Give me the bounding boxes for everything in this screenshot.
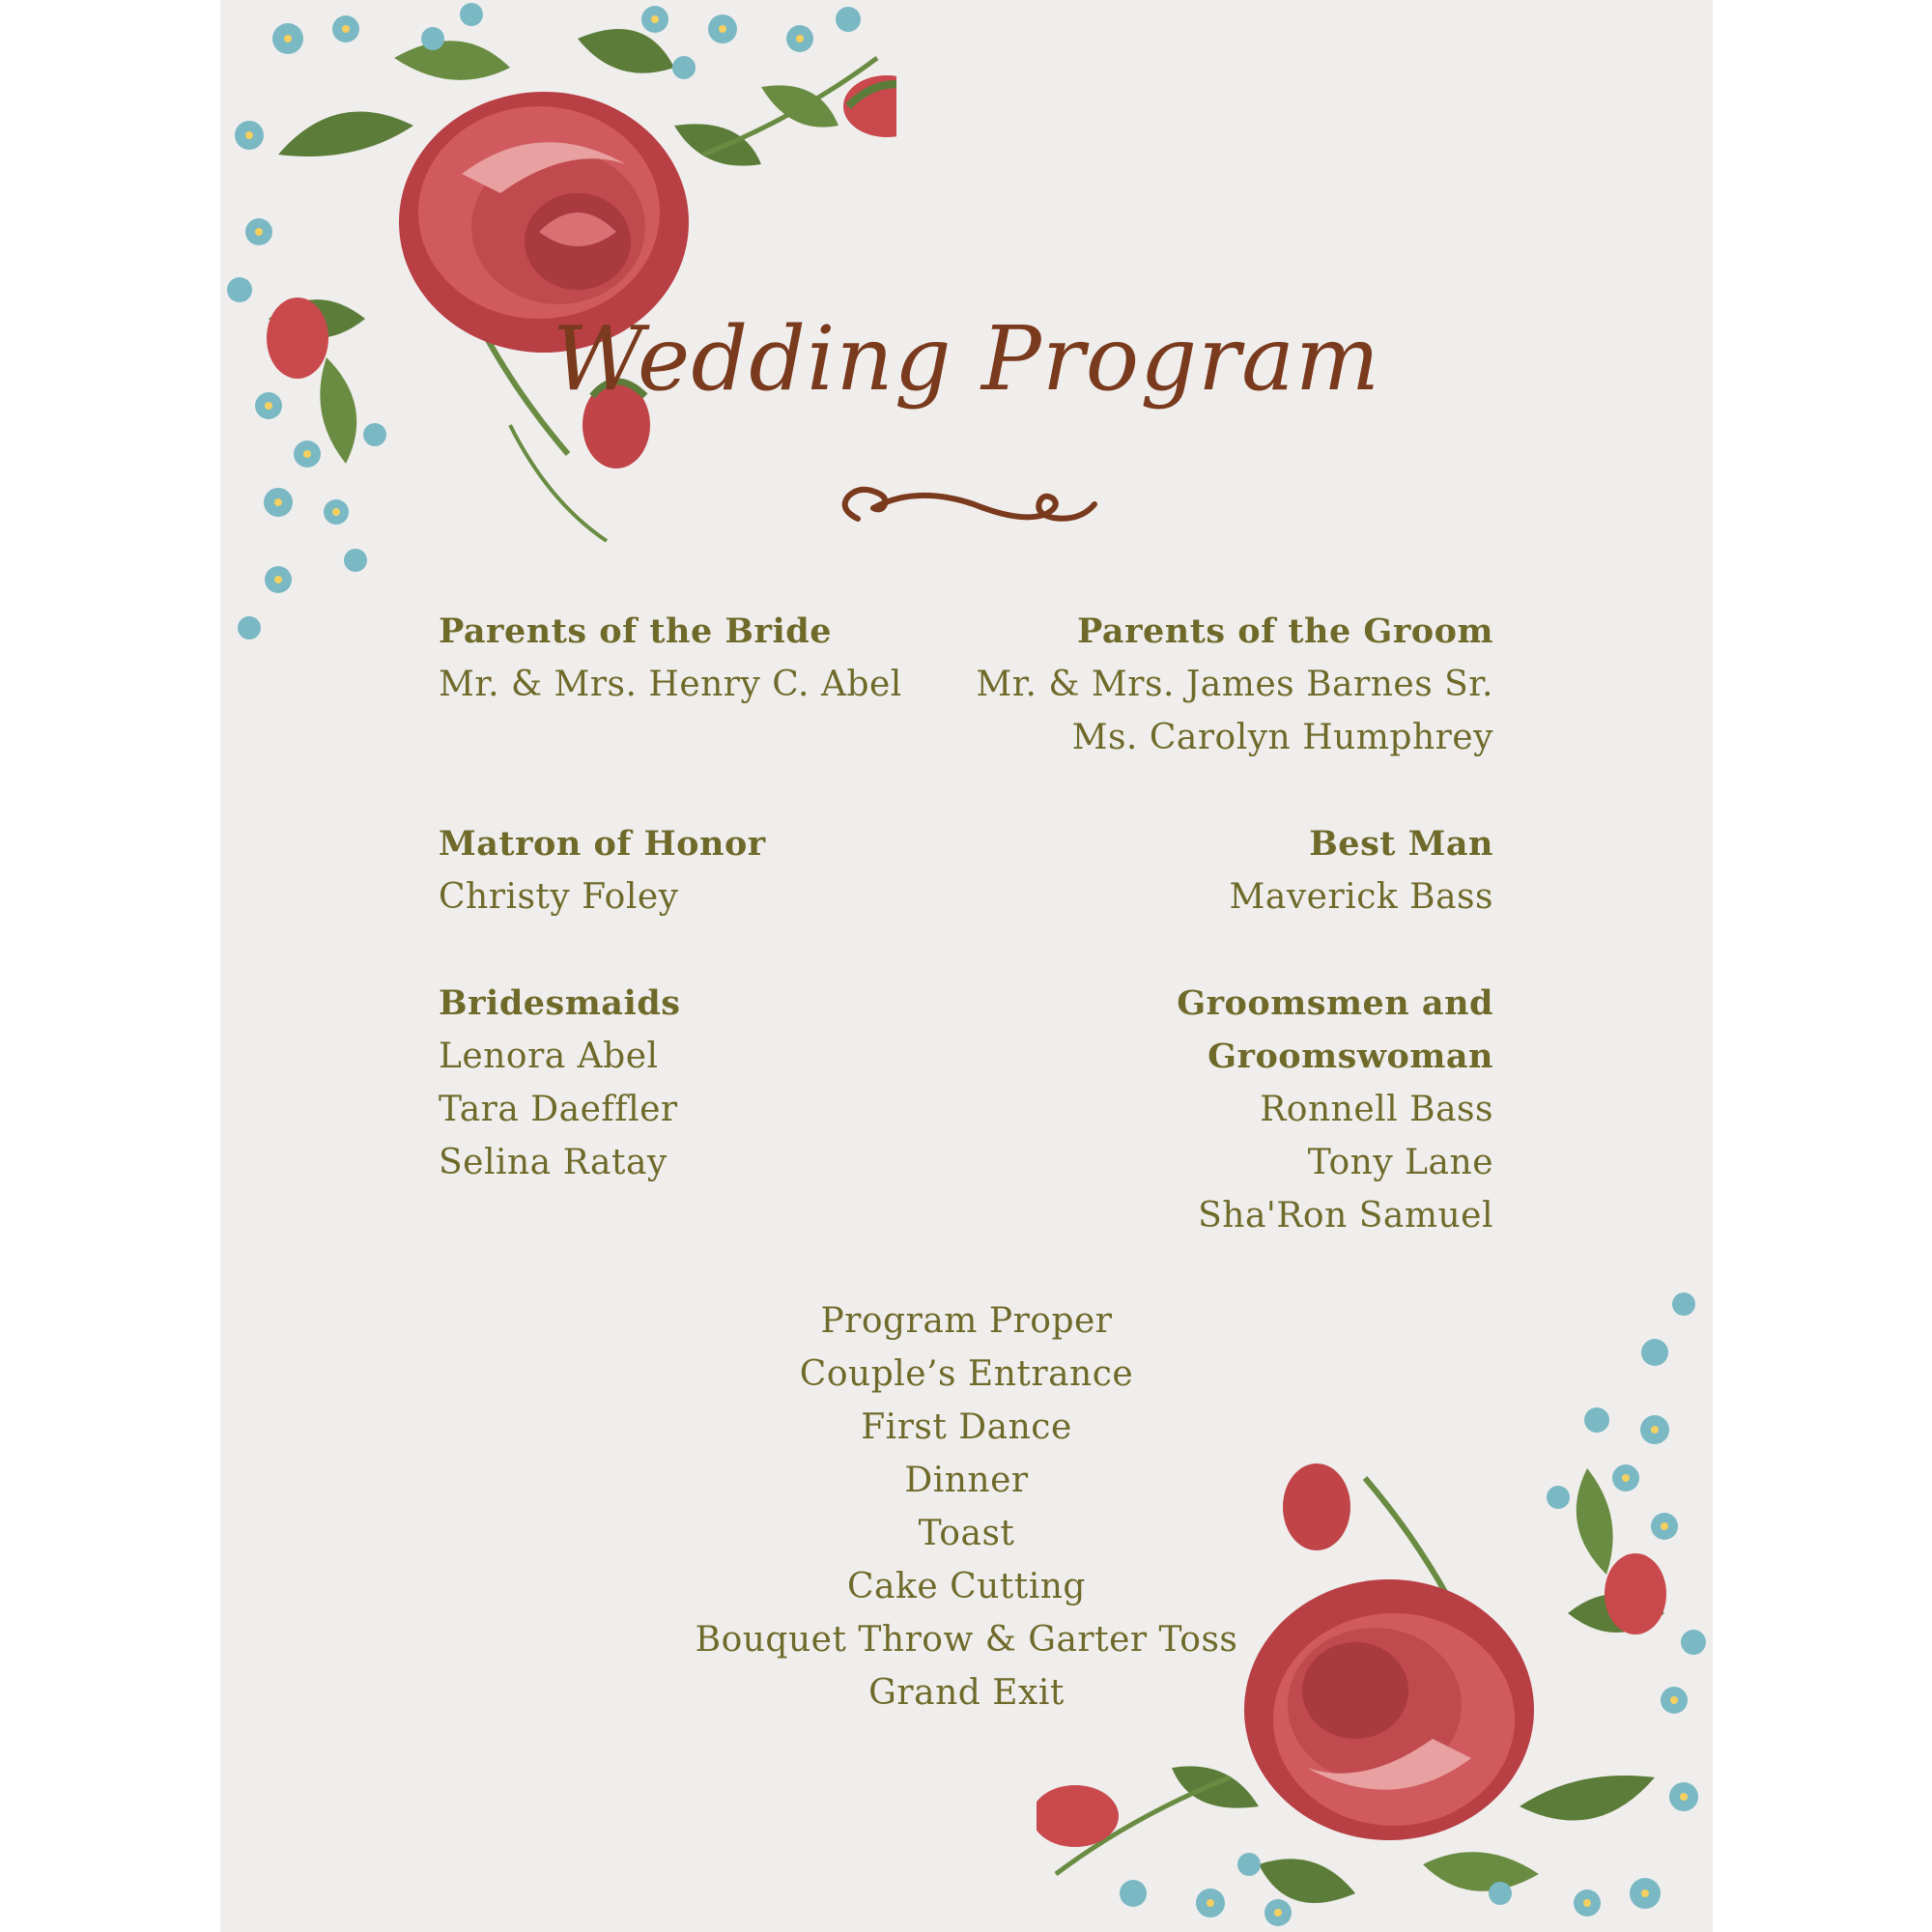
program-item: Program Proper <box>820 1301 1113 1341</box>
list-item: Christy Foley <box>439 877 679 917</box>
program-item: Bouquet Throw & Garter Toss <box>695 1620 1238 1660</box>
program-list <box>220 1294 1713 1719</box>
list-item: Tara Daeffler <box>439 1090 678 1129</box>
program-item: Dinner <box>904 1461 1029 1500</box>
program-item: Grand Exit <box>868 1673 1065 1713</box>
groomsmen-section <box>895 977 1493 1242</box>
list-item: Tony Lane <box>1307 1143 1493 1182</box>
section-heading: Groomsmen and Groomswoman <box>1177 983 1493 1076</box>
wedding-program-card <box>220 0 1713 1932</box>
page-title: Wedding Program <box>552 307 1381 411</box>
parents-of-groom-section <box>895 605 1493 764</box>
list-item: Mr. & Mrs. Henry C. Abel <box>439 665 902 704</box>
best-man-section <box>895 817 1493 923</box>
program-item: First Dance <box>861 1407 1072 1447</box>
list-item: Ms. Carolyn Humphrey <box>1071 718 1493 757</box>
section-heading: Best Man <box>1309 824 1493 864</box>
list-item: Mr. & Mrs. James Barnes Sr. <box>976 665 1493 704</box>
list-item: Ronnell Bass <box>1260 1090 1493 1129</box>
program-item: Cake Cutting <box>847 1567 1086 1606</box>
list-item: Selina Ratay <box>439 1143 668 1182</box>
section-heading: Parents of the Bride <box>439 611 832 651</box>
section-heading: Parents of the Groom <box>1077 611 1493 651</box>
list-item: Lenora Abel <box>439 1037 659 1076</box>
program-item: Toast <box>918 1514 1015 1553</box>
program-item: Couple’s Entrance <box>799 1354 1134 1394</box>
list-item: Maverick Bass <box>1229 877 1493 917</box>
section-heading: Bridesmaids <box>439 983 681 1023</box>
section-heading: Matron of Honor <box>439 824 766 864</box>
list-item: Sha'Ron Samuel <box>1198 1196 1493 1236</box>
swirl-flourish-icon <box>829 475 1109 543</box>
